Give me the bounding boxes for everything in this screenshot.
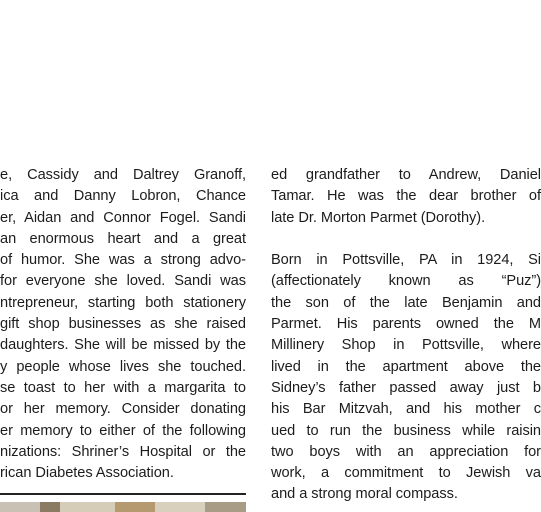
text-line: (affectionately known as “Puz”) [271,273,541,290]
text-line: or her memory. Consider donating [0,401,246,418]
text-line: Sidney’s father passed away just b [271,379,541,396]
text-line: Tamar. He was the dear brother of [271,188,541,205]
text-line: Millinery Shop in Pottsville, where [271,337,541,354]
left-column [0,165,246,484]
text-line: work, a commitment to Jewish va [271,465,541,482]
text-line: his Bar Mitzvah, and his mother c [271,401,541,418]
text-line: of humor. She was a strong advo- [0,252,246,269]
text-line: an enormous heart and a great [0,230,246,247]
text-line: for everyone she loved. Sandi was [0,273,246,290]
text-line: e, Cassidy and Daltrey Granoff, [0,167,246,183]
right-column [271,165,541,506]
text-line: Parmet. His parents owned the M [271,316,541,333]
text-line: y people whose lives she touched. [0,358,246,375]
paragraph-gap [271,229,541,250]
text-line-last: rican Diabetes Association. [0,465,174,482]
text-line: se toast to her with a margarita to [0,379,246,396]
text-line: ued to run the business while raisin [271,422,541,439]
text-line: ntrepreneur, starting both stationery [0,294,246,311]
text-line: the son of the late Benjamin and [271,294,541,311]
text-line: late Dr. Morton Parmet (Dorothy). [271,209,486,226]
text-line: ed grandfather to Andrew, Daniel [271,167,541,183]
text-line: gift shop businesses as she raised [0,316,246,333]
text-line: lived in the apartment above the [271,358,541,375]
text-line: two boys with an appreciation for [271,443,541,460]
text-line: Born in Pottsville, PA in 1924, Si [271,252,541,269]
text-line: er memory to either of the following [0,422,246,439]
text-line: daughters. She will be missed by the [0,337,246,354]
text-line: ica and Danny Lobron, Chance [0,188,246,205]
text-line: er, Aidan and Connor Fogel. Sandi [0,209,246,226]
section-divider [0,493,246,495]
text-line-last: and a strong moral compass. [271,486,458,503]
text-line: nizations: Shriner’s Hospital or the [0,443,246,460]
photo-strip [0,502,246,512]
